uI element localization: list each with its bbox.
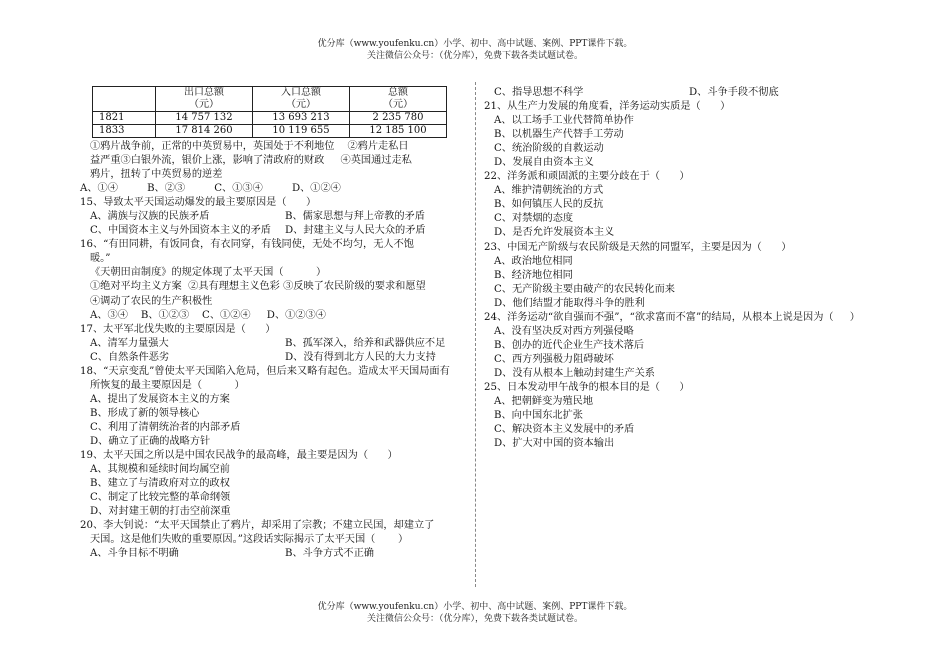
q20-options-row [80, 547, 472, 561]
page-footer [0, 601, 950, 625]
q20-stem: 天国。这是他们失败的重要原因。”这段话实际揭示了太平天国（ ） [90, 534, 409, 546]
q21-stem: 21、从生产力发展的角度看，洋务运动实质是（ ） [484, 101, 731, 113]
q15-options-row [80, 224, 472, 238]
table-cell: 2 235 780 [350, 112, 447, 125]
table-cell: 14 757 132 [156, 112, 253, 125]
q16-statements: ①绝对平均主义方案 ②具有理想主义色彩 ③反映了农民阶级的要求和愿望 [90, 281, 426, 293]
q20-option-a: A、斗争目标不明确 [90, 548, 179, 560]
q25-option-d: D、扩大对中国的资本输出 [494, 438, 615, 450]
header-line-1: 优分库（www.youfenku.cn）小学、初中、高中试题、案例、PPT课件下载。 [317, 39, 633, 49]
footer-line-2: 关注微信公众号：（优分库），免费下载各类试题试卷。 [366, 614, 583, 624]
q19-option-c: C、制定了比较完整的革命纲领 [90, 492, 231, 504]
q24-stem: 24、洋务运动“欲自强而不强”，“欲求富而不富”的结局，从根本上说是因为（ ） [484, 311, 860, 323]
q16-options: A、③④ B、①②③ C、①②④ D、①②③④ [90, 309, 326, 321]
q21-option-c: C、统治阶级的自救运动 [494, 143, 604, 155]
table-header-row [93, 87, 447, 112]
q20-option-b: B、斗争方式不正确 [285, 548, 374, 560]
q16-stem: 16、“有田同耕，有饭同食，有衣同穿，有钱同使，无处不均匀，无人不饱 [80, 239, 414, 251]
q23-option-a: A、政治地位相同 [494, 255, 573, 267]
q15-option-c: C、中国资本主义与外国资本主义的矛盾 [90, 225, 271, 237]
q19-option-b: B、建立了与清政府对立的政权 [90, 478, 230, 490]
q18-option-a: A、提出了发展资本主义的方案 [90, 393, 230, 405]
q20-options-row [484, 86, 884, 100]
q19-option-a: A、其规模和延续时间均属空前 [90, 464, 230, 476]
table-header-cell: 出口总额 （元） [156, 87, 253, 112]
q15-stem: 15、导致太平天国运动爆发的最主要原因是（ ） [80, 197, 317, 209]
q15-option-a: A、满族与汉族的民族矛盾 [90, 211, 210, 223]
q17-option-c: C、自然条件恶劣 [90, 351, 170, 363]
q22-option-a: A、维护清朝统治的方式 [494, 185, 604, 197]
right-column [484, 86, 884, 451]
q25-option-b: B、向中国东北扩张 [494, 410, 583, 422]
q14-statement: ①鸦片战争前，正常的中英贸易中，英国处于不利地位 ②鸦片走私日 [90, 141, 409, 152]
q21-option-d: D、发展自由资本主义 [494, 157, 594, 169]
q16-stem: 暖。” [90, 253, 111, 265]
q17-stem: 17、太平军北伐失败的主要原因是（ ） [80, 323, 276, 335]
q21-option-a: A、以工场手工业代替简单协作 [494, 115, 634, 127]
left-column [80, 86, 472, 561]
q15-option-b: B、儒家思想与拜上帝教的矛盾 [285, 211, 425, 223]
q16-stem: 《天朝田亩制度》的规定体现了太平天国（ ） [90, 267, 327, 279]
table-header-cell: 总额 （元） [350, 87, 447, 112]
q23-option-d: D、他们结盟才能取得斗争的胜利 [494, 297, 645, 309]
table-cell: 1821 [93, 112, 156, 125]
q18-option-b: B、形成了新的领导核心 [90, 407, 200, 419]
q17-option-d: D、没有得到北方人民的大力支持 [285, 351, 436, 363]
q17-options-row [80, 337, 472, 351]
q16-statements: ④调动了农民的生产积极性 [90, 295, 213, 307]
q22-option-b: B、如何镇压人民的反抗 [494, 199, 604, 211]
header-line-2: 关注微信公众号：（优分库），免费下载各类试题试卷。 [366, 51, 583, 61]
q21-option-b: B、以机器生产代替手工劳动 [494, 129, 624, 141]
q23-stem: 23、中国无产阶级与农民阶级是天然的同盟军，主要是因为（ ） [484, 241, 792, 253]
q19-stem: 19、太平天国之所以是中国农民战争的最高峰，最主要是因为（ ） [80, 450, 398, 462]
q15-option-d: D、封建主义与人民大众的矛盾 [285, 225, 426, 237]
table-row [93, 112, 447, 125]
q24-option-a: A、没有坚决反对西方列强侵略 [494, 325, 634, 337]
table-cell: 17 814 260 [156, 125, 253, 138]
q14-options: A、①④ B、②③ C、①③④ D、①②④ [80, 183, 341, 195]
q17-options-row [80, 351, 472, 365]
table-header-cell [93, 87, 156, 112]
q17-option-b: B、孤军深入，给养和武器供应不足 [285, 337, 446, 349]
q20-stem: 20、李大钊说：“太平天国禁止了鸦片，却采用了宗教；不建立民国，却建立了 [80, 520, 435, 532]
q14-statement: 益严重③白银外流，银价上涨，影响了清政府的财政 ④英国通过走私 [90, 155, 412, 167]
q20-option-c: C、指导思想不科学 [494, 87, 584, 98]
trade-table [92, 86, 447, 138]
q14-statement: 鸦片，扭转了中英贸易的逆差 [90, 169, 223, 181]
q25-option-a: A、把朝鲜变为殖民地 [494, 396, 594, 408]
column-divider [475, 82, 476, 587]
q25-stem: 25、日本发动甲午战争的根本目的是（ ） [484, 381, 690, 393]
q15-options-row [80, 210, 472, 224]
q22-option-c: C、对禁烟的态度 [494, 213, 574, 225]
q25-option-c: C、解决资本主义发展中的矛盾 [494, 424, 635, 436]
q19-option-d: D、对封建王朝的打击空前深重 [90, 506, 231, 518]
table-cell: 12 185 100 [350, 125, 447, 138]
q18-stem: 所恢复的最主要原因是（ ） [90, 379, 245, 391]
q20-option-d: D、斗争手段不彻底 [689, 87, 779, 98]
q22-stem: 22、洋务派和顽固派的主要分歧在于（ ） [484, 171, 690, 183]
q17-option-a: A、清军力量强大 [90, 337, 169, 349]
q18-option-c: C、利用了清朝统治者的内部矛盾 [90, 421, 241, 433]
q22-option-d: D、是否允许发展资本主义 [494, 227, 615, 239]
footer-line-1: 优分库（www.youfenku.cn）小学、初中、高中试题、案例、PPT课件下载。 [317, 602, 633, 612]
table-cell: 13 693 213 [253, 112, 350, 125]
q18-option-d: D、确立了正确的战略方针 [90, 435, 211, 447]
q23-option-c: C、无产阶级主要由破产的农民转化而来 [494, 283, 675, 295]
q24-option-b: B、创办的近代企业生产技术落后 [494, 339, 645, 351]
q23-option-b: B、经济地位相同 [494, 269, 573, 281]
q24-option-c: C、西方列强极力阻碍破坏 [494, 353, 614, 365]
table-cell: 10 119 655 [253, 125, 350, 138]
table-cell: 1833 [93, 125, 156, 138]
table-row [93, 125, 447, 138]
table-header-cell: 入口总额 （元） [253, 87, 350, 112]
q24-option-d: D、没有从根本上触动封建生产关系 [494, 367, 655, 379]
page-header [0, 38, 950, 62]
q18-stem: 18、“天京变乱”曾使太平天国陷入危局，但后来又略有起色。造成太平天国局面有 [80, 365, 450, 377]
